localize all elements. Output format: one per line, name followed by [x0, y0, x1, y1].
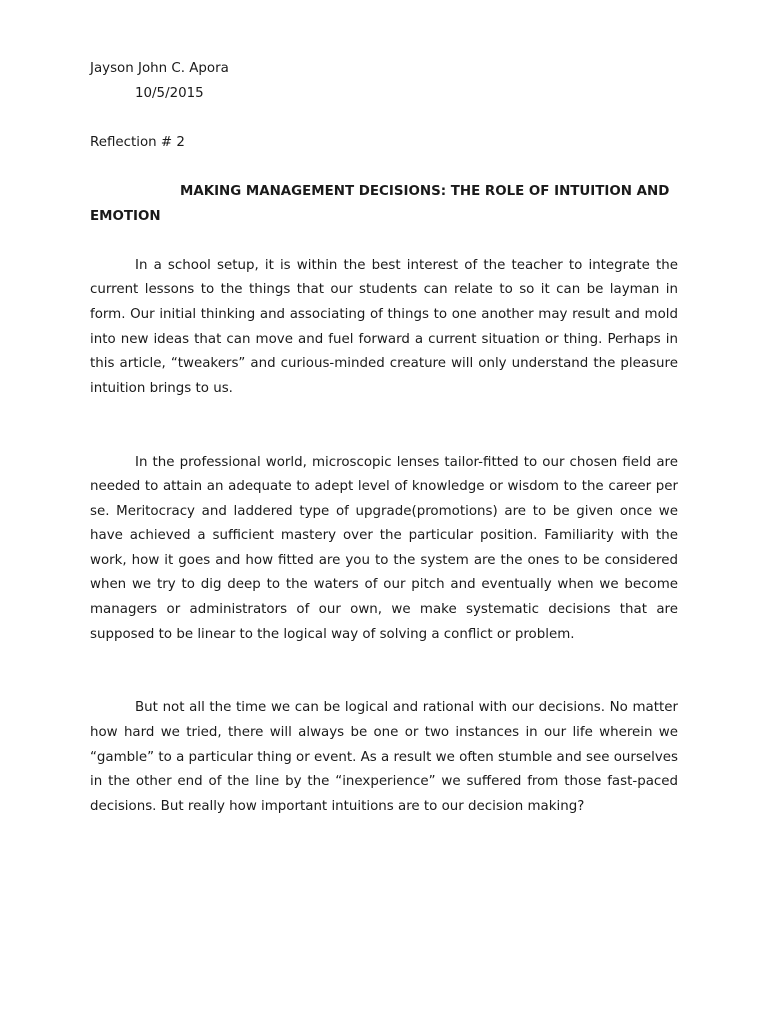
author-name: Jayson John C. Apora [90, 61, 229, 76]
body-paragraph-2: In the professional world, microscopic lenses tailor-fitted to our chosen field are needed to attain an adequate to adept level of knowledge or wisdom to the career per se. Meritocracy and laddered type of upgrade(promotions) are to be given once we have achieved a sufficient mastery over the particular position. Familiarity with the work, how it goes and how fitted are you to the system are the ones to be considered when we try to dig deep to the waters of our pitch and eventually when we become managers or administrators of our own, we make systematic decisions that are supposed to be linear to the logical way of solving a conflict or problem. [90, 454, 678, 642]
body-paragraph-3: But not all the time we can be logical and rational with our decisions. No matter how hard we tried, there will always be one or two instances in our life wherein we “gamble” to a particular thing or event. As a result we often stumble and see ourselves in the other end of the line by the “inexperience” we suffered from those fast-paced decisions. But really how important intuitions are to our decision making? [90, 700, 678, 814]
document-date: 10/5/2015 [135, 85, 204, 101]
body-paragraph-1: In a school setup, it is within the best interest of the teacher to integrate the current lessons to the things that our students can relate to so it can be layman in form. Our initial thinking and associating of things to one another may result and mold into new ideas that can move and fuel forward a current situation or thing. Perhaps in this article, “tweakers” and curious-minded creature will only understand the pleasure intuition brings to us. [90, 257, 678, 396]
document-page [90, 57, 678, 819]
document-title: MAKING MANAGEMENT DECISIONS: THE ROLE OF INTUITION AND EMOTION [90, 183, 670, 224]
reflection-number: Reflection # 2 [90, 134, 185, 150]
